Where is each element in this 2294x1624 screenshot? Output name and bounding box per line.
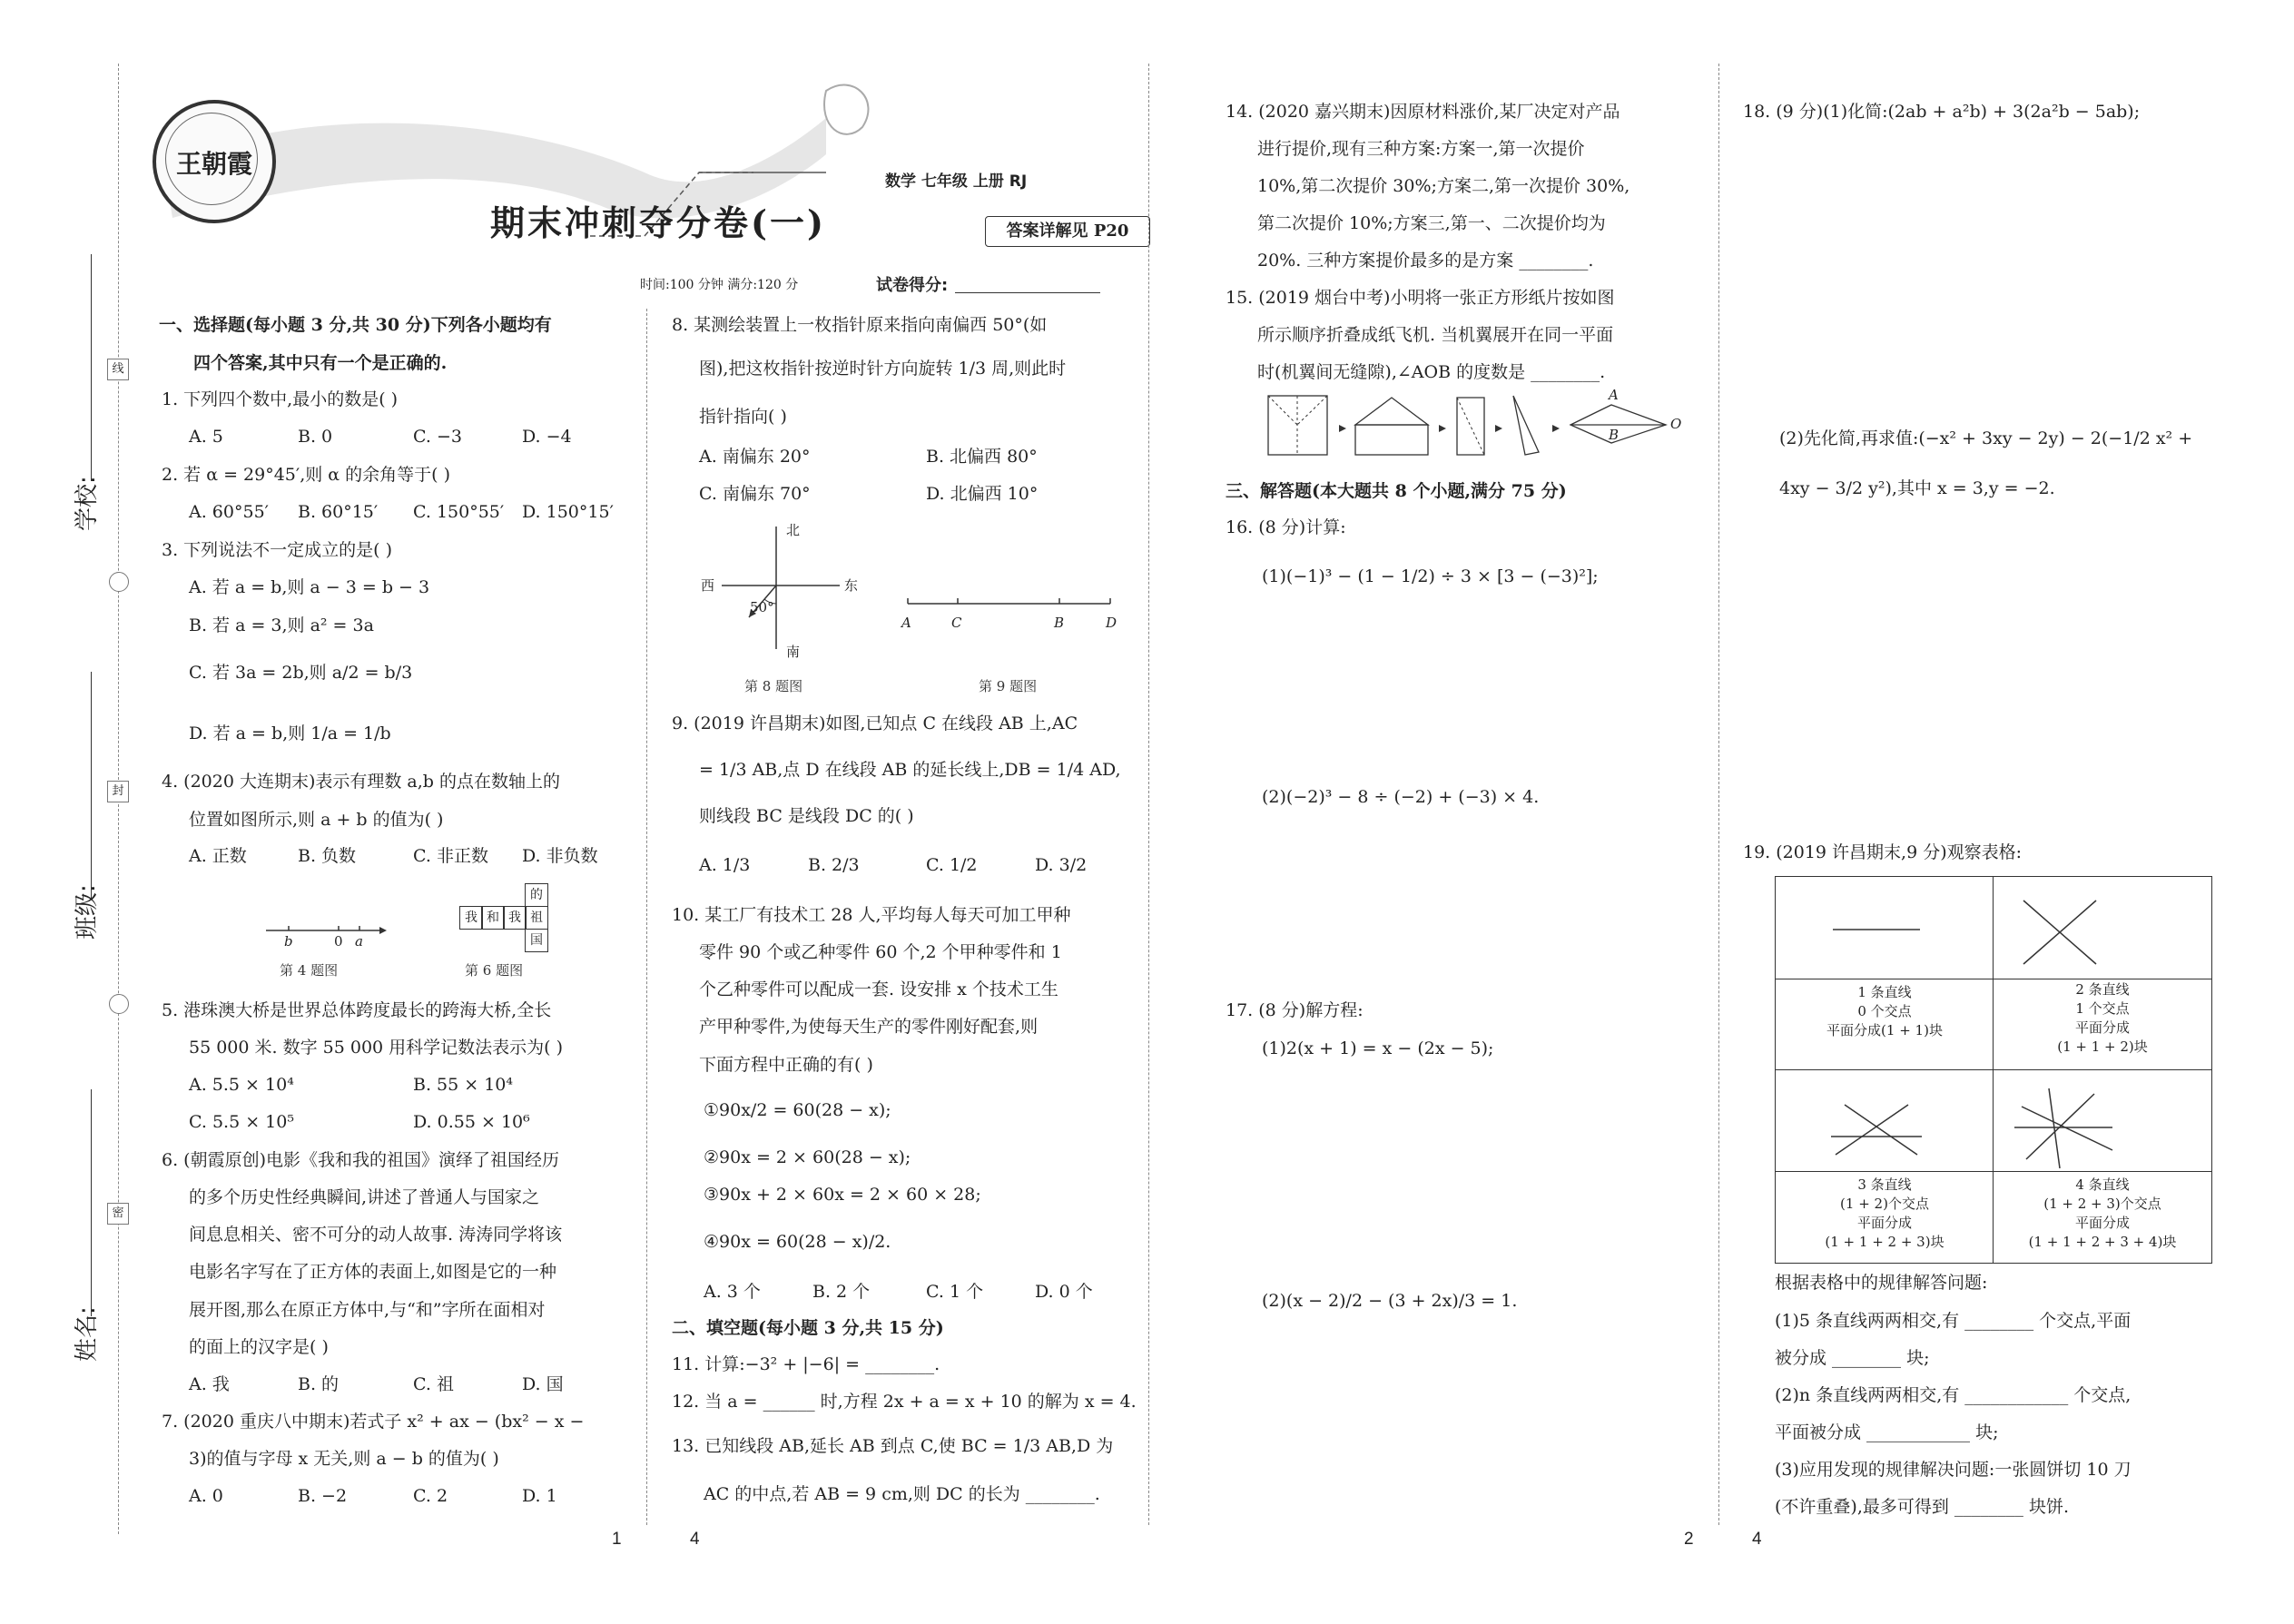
- fig9-point-b: B: [1054, 615, 1065, 631]
- q16-part2: (2)(−2)³ − 8 ÷ (−2) + (−3) × 4.: [1262, 787, 1540, 807]
- q6-stem: 6. (朝霞原创)电影《我和我的祖国》演绎了祖国经历: [162, 1150, 559, 1170]
- q11: 11. 计算:−3² + |−6| = ________.: [672, 1354, 940, 1374]
- q19-head: 19. (2019 许昌期末,9 分)观察表格:: [1743, 842, 2023, 862]
- binding-hole-icon: [109, 572, 129, 592]
- q14-stem: 14. (2020 嘉兴期末)因原材料涨价,某厂决定对产品: [1226, 102, 1620, 122]
- q17-part2: (2)(x − 2)/2 − (3 + 2x)/3 = 1.: [1262, 1291, 1518, 1311]
- q1-option-d[interactable]: D. −4: [522, 427, 572, 447]
- q10-option-b[interactable]: B. 2 个: [812, 1282, 871, 1302]
- q19-question-line: 平面被分成 ____________ 块;: [1775, 1422, 1999, 1442]
- q10-stem-line: 个乙种零件可以配成一套. 设安排 x 个技术工生: [699, 979, 1058, 999]
- q4-option-a[interactable]: A. 正数: [189, 846, 247, 866]
- q3-option-a[interactable]: A. 若 a = b,则 a − 3 = b − 3: [189, 577, 430, 597]
- fig4-label-0: 0: [334, 933, 343, 950]
- q14-stem-line: 进行提价,现有三种方案:方案一,第一次提价: [1257, 139, 1585, 159]
- q4-stem: 4. (2020 大连期末)表示有理数 a,b 的点在数轴上的: [162, 772, 560, 792]
- q10-stem-line: 零件 90 个或乙种零件 60 个,2 个甲种零件和 1: [699, 942, 1062, 962]
- q14-stem-line: 20%. 三种方案提价最多的是方案 ________.: [1257, 251, 1594, 271]
- fig9-caption: 第 9 题图: [979, 678, 1038, 694]
- q9-stem-cont: 则线段 BC 是线段 DC 的( ): [699, 806, 914, 826]
- class-blank[interactable]: [91, 672, 92, 899]
- q6-stem-line: 间息息相关、密不可分的动人故事. 涛涛同学将该: [189, 1225, 563, 1245]
- fig6-cell: 我: [503, 906, 527, 930]
- fig8-south: 南: [786, 644, 801, 660]
- q1-option-a[interactable]: A. 5: [189, 427, 223, 447]
- school-label: 学校:: [74, 476, 101, 531]
- q19-question-line: (不许重叠),最多可得到 ________ 块饼.: [1775, 1497, 2069, 1517]
- fig9-point-a: A: [901, 615, 911, 631]
- q8-option-a[interactable]: A. 南偏东 20°: [699, 447, 811, 467]
- q6-option-d[interactable]: D. 国: [522, 1374, 564, 1394]
- q10-equation: ④90x = 60(28 − x)/2.: [704, 1232, 891, 1252]
- fig15-label-a: A: [1609, 387, 1619, 403]
- fig8-angle: 50°: [750, 599, 774, 615]
- q19-question-line: (2)n 条直线两两相交,有 ____________ 个交点,: [1775, 1385, 2132, 1405]
- q9-stem-cont: = 1/3 AB,点 D 在线段 AB 的延长线上,DB = 1/4 AD,: [699, 760, 1121, 780]
- q6-stem-line: 的多个历史性经典瞬间,讲述了普通人与国家之: [189, 1187, 540, 1207]
- q13-stem-cont: AC 的中点,若 AB = 9 cm,则 DC 的长为 ________.: [704, 1484, 1100, 1504]
- q4-option-b[interactable]: B. 负数: [298, 846, 357, 866]
- q5-option-b[interactable]: B. 55 × 10⁴: [413, 1075, 514, 1095]
- q19-cell-2: 2 条直线 1 个交点 平面分成 (1 + 1 + 2)块: [2057, 981, 2148, 1055]
- q3-option-b[interactable]: B. 若 a = 3,则 a² = 3a: [189, 615, 374, 635]
- q18-head: 18. (9 分)(1)化简:(2ab + a²b) + 3(2a²b − 5ab);: [1743, 102, 2141, 122]
- q13-stem: 13. 已知线段 AB,延长 AB 到点 C,使 BC = 1/3 AB,D 为: [672, 1436, 1114, 1456]
- q8-stem-cont: 图),把这枚指针按逆时针方向旋转 1/3 周,则此时: [699, 359, 1067, 379]
- q17-head: 17. (8 分)解方程:: [1226, 1000, 1364, 1020]
- q2-option-a[interactable]: A. 60°55′: [189, 502, 269, 522]
- q16-part1: (1)(−1)³ − (1 − 1/2) ÷ 3 × [3 − (−3)²];: [1262, 566, 1599, 586]
- score-label: 试卷得分:: [876, 276, 949, 295]
- q8-option-b[interactable]: B. 北偏西 80°: [926, 447, 1038, 467]
- q3-stem: 3. 下列说法不一定成立的是( ): [162, 540, 393, 560]
- brand-logo: [153, 100, 276, 223]
- fig6-caption: 第 6 题图: [465, 962, 524, 979]
- page-divider: [1148, 64, 1149, 1525]
- q19-intro: 根据表格中的规律解答问题:: [1775, 1273, 1988, 1293]
- q6-option-c[interactable]: C. 祖: [413, 1374, 454, 1394]
- fig9-point-c: C: [951, 615, 962, 631]
- q19-question-line: (3)应用发现的规律解决问题:一张圆饼切 10 刀: [1775, 1460, 2132, 1480]
- q5-option-d[interactable]: D. 0.55 × 10⁶: [413, 1112, 530, 1132]
- fig6-cell: 祖: [525, 906, 548, 930]
- q5-option-a[interactable]: A. 5.5 × 10⁴: [189, 1075, 294, 1095]
- q5-stem: 5. 港珠澳大桥是世界总体跨度最长的跨海大桥,全长: [162, 1000, 552, 1020]
- fig15-label-b: B: [1609, 427, 1620, 443]
- q19-cell-1: 1 条直线 0 个交点 平面分成(1 + 1)块: [1826, 984, 1943, 1038]
- q7-option-c[interactable]: C. 2: [413, 1486, 448, 1506]
- q1-stem: 1. 下列四个数中,最小的数是( ): [162, 389, 399, 409]
- score-blank[interactable]: [955, 292, 1100, 293]
- q4-option-c[interactable]: C. 非正数: [413, 846, 488, 866]
- q6-stem-line: 的面上的汉字是( ): [189, 1337, 329, 1357]
- q4-option-d[interactable]: D. 非负数: [522, 846, 598, 866]
- q2-option-b[interactable]: B. 60°15′: [298, 502, 379, 522]
- q10-equation: ②90x = 2 × 60(28 − x);: [704, 1147, 911, 1167]
- q17-part1: (1)2(x + 1) = x − (2x − 5);: [1262, 1038, 1494, 1058]
- page-total: 4: [1752, 1530, 1762, 1549]
- seal-char: 密: [107, 1203, 129, 1225]
- fig9-point-d: D: [1106, 615, 1117, 631]
- q19-question-line: (1)5 条直线两两相交,有 ________ 个交点,平面: [1775, 1311, 2132, 1331]
- section1-heading: 一、选择题(每小题 3 分,共 30 分)下列各小题均有: [159, 315, 552, 335]
- fig4-number-line: [261, 917, 389, 953]
- q8-stem-cont: 指针指向( ): [699, 407, 787, 427]
- fig8-north: 北: [786, 522, 801, 538]
- column-divider: [646, 309, 647, 1525]
- q5-option-c[interactable]: C. 5.5 × 10⁵: [189, 1112, 294, 1132]
- fig8-east: 东: [844, 577, 859, 594]
- fig8-caption: 第 8 题图: [744, 678, 803, 694]
- page-number: 2: [1684, 1530, 1694, 1549]
- q7-stem-cont: 3)的值与字母 x 无关,则 a − b 的值为( ): [189, 1449, 499, 1469]
- seal-char: 线: [107, 359, 129, 380]
- q6-stem-line: 展开图,那么在原正方体中,与“和”字所在面相对: [189, 1300, 546, 1320]
- q14-stem-line: 10%,第二次提价 30%;方案二,第一次提价 30%,: [1257, 176, 1630, 196]
- exam-meta: 时间:100 分钟 满分:120 分: [640, 278, 799, 292]
- page-total: 4: [690, 1530, 700, 1549]
- name-label: 姓名:: [74, 1306, 101, 1362]
- logo-text: 王朝霞: [175, 149, 252, 179]
- binding-hole-icon: [109, 994, 129, 1014]
- q10-equation: ③90x + 2 × 60x = 2 × 60 × 28;: [704, 1185, 981, 1205]
- q10-stem-line: 下面方程中正确的有( ): [699, 1055, 873, 1075]
- fig4-label-a: a: [355, 933, 363, 950]
- fig15-label-o: O: [1670, 416, 1682, 432]
- q15-stem-line: 所示顺序折叠成纸飞机. 当机翼展开在同一平面: [1257, 325, 1614, 345]
- fig6-cell: 和: [481, 906, 505, 930]
- fig4-label-b: b: [284, 933, 293, 950]
- q18-part2-cont: 4xy − 3/2 y²),其中 x = 3,y = −2.: [1779, 478, 2055, 498]
- seal-char: 封: [107, 781, 129, 802]
- q9-option-c[interactable]: C. 1/2: [926, 855, 978, 875]
- q1-option-b[interactable]: B. 0: [298, 427, 333, 447]
- q8-option-d[interactable]: D. 北偏西 10°: [926, 484, 1039, 504]
- q2-option-d[interactable]: D. 150°15′: [522, 502, 614, 522]
- q16-head: 16. (8 分)计算:: [1226, 517, 1346, 537]
- q6-stem-line: 电影名字写在了正方体的表面上,如图是它的一种: [189, 1262, 557, 1282]
- q10-option-a[interactable]: A. 3 个: [704, 1282, 761, 1302]
- fig6-cell: 的: [525, 883, 548, 907]
- q15-stem: 15. (2019 烟台中考)小明将一张正方形纸片按如图: [1226, 288, 1615, 308]
- class-label: 班级:: [74, 884, 101, 940]
- subject-tags: 数学 七年级 上册 RJ: [885, 172, 1028, 191]
- fig6-cell: 我: [459, 906, 483, 930]
- fig15-folding-steps: [1266, 389, 1702, 461]
- q10-equation: ①90x/2 = 60(28 − x);: [704, 1100, 891, 1120]
- fig6-cell: 国: [525, 929, 548, 952]
- page-number: 1: [612, 1530, 622, 1549]
- q8-stem: 8. 某测绘装置上一枚指针原来指向南偏西 50°(如: [672, 315, 1048, 335]
- section1-heading-cont: 四个答案,其中只有一个是正确的.: [193, 353, 448, 373]
- q7-option-b[interactable]: B. −2: [298, 1486, 348, 1506]
- school-blank[interactable]: [91, 254, 92, 481]
- q10-stem: 10. 某工厂有技术工 28 人,平均每人每天可加工甲种: [672, 905, 1071, 925]
- q9-stem: 9. (2019 许昌期末)如图,已知点 C 在线段 AB 上,AC: [672, 714, 1078, 733]
- q19-cell-3: 3 条直线 (1 + 2)个交点 平面分成 (1 + 1 + 2 + 3)块: [1825, 1176, 1944, 1250]
- fig9-segment: [899, 590, 1117, 617]
- page-title: 期末冲刺夺分卷(一): [490, 202, 826, 243]
- answer-reference: 答案详解见 P20: [985, 216, 1150, 247]
- q7-option-d[interactable]: D. 1: [522, 1486, 557, 1506]
- section3-heading: 三、解答题(本大题共 8 个小题,满分 75 分): [1226, 481, 1567, 501]
- fig8-compass: [717, 522, 844, 658]
- q10-option-d[interactable]: D. 0 个: [1035, 1282, 1093, 1302]
- fig8-west: 西: [701, 577, 715, 594]
- q8-option-c[interactable]: C. 南偏东 70°: [699, 484, 811, 504]
- q14-stem-line: 第二次提价 10%;方案三,第一、二次提价均为: [1257, 213, 1606, 233]
- q19-cell-4: 4 条直线 (1 + 2 + 3)个交点 平面分成 (1 + 1 + 2 + 3 + 4)块: [2028, 1176, 2177, 1250]
- name-blank[interactable]: [91, 1089, 92, 1316]
- q9-option-d[interactable]: D. 3/2: [1035, 855, 1088, 875]
- q3-option-d[interactable]: D. 若 a = b,则 1/a = 1/b: [189, 723, 391, 743]
- fig4-caption: 第 4 题图: [280, 962, 339, 979]
- q10-stem-line: 产甲种零件,为使每天生产的零件刚好配套,则: [699, 1017, 1039, 1037]
- q6-option-a[interactable]: A. 我: [189, 1374, 230, 1394]
- q3-option-c[interactable]: C. 若 3a = 2b,则 a/2 = b/3: [189, 663, 413, 683]
- q5-stem-cont: 55 000 米. 数字 55 000 用科学记数法表示为( ): [189, 1038, 564, 1058]
- q2-option-c[interactable]: C. 150°55′: [413, 502, 505, 522]
- q18-part2: (2)先化简,再求值:(−x² + 3xy − 2y) − 2(−1/2 x² +: [1779, 428, 2193, 448]
- q12: 12. 当 a = ______ 时,方程 2x + a = x + 10 的解为 x = 4.: [672, 1392, 1137, 1412]
- q6-option-b[interactable]: B. 的: [298, 1374, 340, 1394]
- q7-stem: 7. (2020 重庆八中期末)若式子 x² + ax − (bx² − x −: [162, 1412, 585, 1432]
- bow-ornament: [824, 85, 868, 134]
- q1-option-c[interactable]: C. −3: [413, 427, 462, 447]
- q19-question-line: 被分成 ________ 块;: [1775, 1348, 1930, 1368]
- q4-stem-cont: 位置如图所示,则 a + b 的值为( ): [189, 810, 444, 830]
- q9-option-b[interactable]: B. 2/3: [808, 855, 860, 875]
- q7-option-a[interactable]: A. 0: [189, 1486, 223, 1506]
- q2-stem: 2. 若 α = 29°45′,则 α 的余角等于( ): [162, 465, 451, 485]
- q10-option-c[interactable]: C. 1 个: [926, 1282, 984, 1302]
- section2-heading: 二、填空题(每小题 3 分,共 15 分): [672, 1318, 944, 1338]
- q15-stem-line: 时(机翼间无缝隙),∠AOB 的度数是 ________.: [1257, 362, 1606, 382]
- column-divider: [1718, 64, 1719, 1525]
- q9-option-a[interactable]: A. 1/3: [699, 855, 751, 875]
